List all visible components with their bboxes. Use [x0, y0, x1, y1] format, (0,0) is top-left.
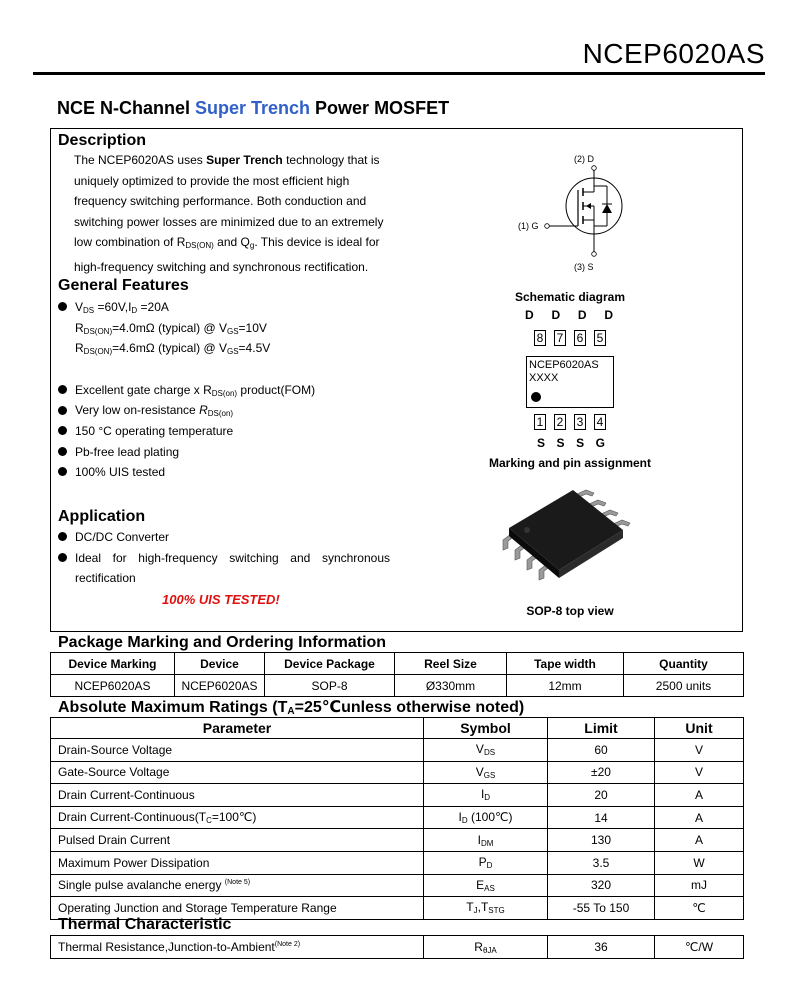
- pin-number: 8: [534, 330, 546, 346]
- table-cell: NCEP6020AS: [175, 675, 265, 697]
- symbol-sub: STG: [488, 906, 505, 916]
- title-prefix: NCE N-Channel: [57, 98, 196, 118]
- amr-heading-text: =25℃unless otherwise noted): [294, 699, 525, 716]
- pin-letter: S: [556, 436, 565, 450]
- unit-cell: W: [655, 851, 744, 874]
- bullet-icon: [58, 447, 67, 456]
- parameter-cell: [51, 806, 424, 829]
- feat-sub: GS: [226, 347, 239, 357]
- note-ref: (Note 2): [274, 941, 301, 948]
- column-header: Limit: [548, 718, 655, 739]
- part-number: NCEP6020AS: [582, 38, 765, 69]
- limit-cell: 60: [548, 739, 655, 762]
- pin-number: 2: [554, 414, 566, 430]
- symbol-sub: DS: [483, 748, 496, 758]
- symbol-cell: [424, 829, 548, 852]
- param-sub: C: [206, 816, 212, 826]
- table-row: [51, 851, 744, 874]
- description-line: frequency switching performance. Both conduction and: [74, 194, 367, 209]
- feature-item: [58, 421, 388, 442]
- bullet-icon: [58, 532, 67, 541]
- feat-sub: D: [131, 306, 138, 315]
- feat-text: =60V,I: [94, 300, 132, 314]
- column-header: Tape width: [507, 653, 624, 675]
- desc-sub: DS(ON): [185, 241, 214, 251]
- table-row: [51, 739, 744, 762]
- description-line: uniquely optimized to provide the most efficient high: [74, 173, 350, 188]
- ordering-heading: Package Marking and Ordering Information: [58, 634, 387, 651]
- feat-text: =10V: [238, 320, 267, 335]
- symbol-text: P: [478, 855, 487, 870]
- pin1-dot-icon: [531, 392, 541, 402]
- pin-letter: D: [525, 308, 534, 322]
- limit-cell: 20: [548, 784, 655, 807]
- ordering-table: [50, 652, 744, 697]
- symbol-text: V: [475, 764, 484, 779]
- feat-sub: GS: [226, 326, 239, 336]
- bullet-icon: [58, 467, 67, 476]
- feat-text: =4.0mΩ (typical) @ V: [112, 320, 227, 335]
- pin-number: 3: [574, 414, 586, 430]
- table-cell: 2500 units: [624, 675, 744, 697]
- symbol-cell: [424, 897, 548, 920]
- feat-sub: DS(on): [211, 388, 238, 398]
- symbol-sub: D: [461, 816, 468, 826]
- feature-item-sub: [58, 318, 388, 339]
- symbol-cell: [424, 874, 548, 897]
- table-row: [51, 874, 744, 897]
- amr-heading: [58, 697, 524, 717]
- page-title: [57, 98, 449, 119]
- top-pin-letters: [525, 308, 613, 322]
- parameter-cell: Maximum Power Dissipation: [51, 851, 424, 874]
- parameter-cell: Drain Current-Continuous: [51, 784, 424, 807]
- feat-text: Excellent gate charge x R: [75, 382, 212, 397]
- column-header: Device Package: [265, 653, 395, 675]
- pin-letter: D: [551, 308, 561, 322]
- limit-cell: 36: [548, 936, 655, 959]
- symbol-cell: [424, 936, 548, 959]
- thermal-heading: Thermal Characteristic: [58, 916, 232, 933]
- feature-item: [58, 400, 388, 421]
- sop8-package-image: [495, 482, 640, 592]
- feat-sub: DS(on): [207, 409, 234, 419]
- feature-item: [58, 442, 388, 463]
- parameter-cell: Operating Junction and Storage Temperature Range: [51, 897, 424, 920]
- drain-label: (2) D: [574, 154, 594, 164]
- feature-item-sub: [58, 338, 388, 359]
- features-list: [58, 297, 388, 483]
- symbol-sub: AS: [484, 883, 495, 893]
- body-arrow-icon: [586, 203, 591, 209]
- pin-letter: D: [577, 308, 587, 322]
- symbol-sub: θJA: [482, 945, 497, 955]
- title-suffix: Power MOSFET: [310, 98, 450, 118]
- feat-text: =20A: [137, 300, 169, 314]
- feat-text: 100% UIS tested: [75, 465, 166, 480]
- symbol-text: E: [476, 877, 485, 892]
- drain-terminal: [592, 166, 597, 171]
- column-header: Parameter: [51, 718, 424, 739]
- bottom-pin-letters: [537, 436, 605, 450]
- thermal-table: [50, 935, 744, 959]
- pin-letter: G: [595, 436, 605, 450]
- table-row: [51, 784, 744, 807]
- unit-cell: ℃: [655, 897, 744, 920]
- description-line: switching power losses are minimized due to an extremely: [74, 214, 384, 229]
- table-header-row: [51, 653, 744, 675]
- desc-bold: Super Trench: [206, 153, 283, 167]
- table-row: [51, 675, 744, 697]
- absolute-max-ratings-table: [50, 717, 744, 920]
- pin-number: 5: [594, 330, 606, 346]
- description-line: [74, 232, 394, 257]
- feature-item: [58, 380, 388, 401]
- top-pin-numbers: [534, 330, 606, 346]
- note-ref: (Note 5): [224, 879, 251, 887]
- desc-text: . This device is ideal for: [254, 235, 380, 250]
- description-heading: Description: [58, 132, 147, 149]
- parameter-cell: [51, 874, 424, 897]
- column-header: Unit: [655, 718, 744, 739]
- column-header: Device Marking: [51, 653, 175, 675]
- unit-cell: V: [655, 739, 744, 762]
- symbol-text: R: [474, 939, 483, 954]
- symbol-text: (100℃): [467, 810, 513, 825]
- symbol-text: ,T: [477, 900, 489, 915]
- app-text: DC/DC Converter: [75, 530, 170, 544]
- param-text: =100℃): [211, 810, 257, 825]
- spacer: [58, 359, 388, 380]
- bottom-pin-numbers: [534, 414, 606, 430]
- table-row: [51, 936, 744, 959]
- features-heading: General Features: [58, 277, 189, 294]
- param-text: Drain Current-Continuous(T: [58, 810, 207, 825]
- pin-number: 1: [534, 414, 546, 430]
- pin-number: 4: [594, 414, 606, 430]
- param-text: Single pulse avalanche energy: [58, 878, 222, 893]
- symbol-text: I: [458, 810, 462, 825]
- desc-sub: g: [249, 241, 255, 251]
- column-header: Device: [175, 653, 265, 675]
- app-text: Ideal for high-frequency switching and synchronous: [75, 550, 390, 565]
- feature-item: [58, 462, 388, 483]
- table-cell: 12mm: [507, 675, 624, 697]
- limit-cell: -55 To 150: [548, 897, 655, 920]
- limit-cell: 3.5: [548, 851, 655, 874]
- table-cell: SOP-8: [265, 675, 395, 697]
- symbol-cell: [424, 806, 548, 829]
- feat-sub: DS: [83, 306, 95, 315]
- symbol-sub: D: [486, 861, 493, 871]
- bullet-icon: [58, 553, 67, 562]
- parameter-cell: Drain-Source Voltage: [51, 739, 424, 762]
- amr-heading-sub: A: [287, 706, 295, 717]
- description-line: high-frequency switching and synchronous rectification.: [74, 259, 369, 274]
- limit-cell: 130: [548, 829, 655, 852]
- schematic-caption: Schematic diagram: [514, 290, 626, 304]
- symbol-cell: [424, 784, 548, 807]
- feature-item: [58, 297, 388, 318]
- symbol-cell: [424, 851, 548, 874]
- parameter-cell: Gate-Source Voltage: [51, 761, 424, 784]
- column-header: Quantity: [624, 653, 744, 675]
- bullet-icon: [58, 406, 67, 415]
- application-item: [58, 548, 390, 569]
- desc-text: and Q: [213, 235, 250, 250]
- feat-text: 150 °C operating temperature: [75, 423, 234, 438]
- feat-sub: DS(ON): [83, 326, 113, 336]
- symbol-cell: [424, 761, 548, 784]
- symbol-sub: DM: [480, 838, 494, 848]
- feat-italic: R: [199, 403, 208, 418]
- feat-text: V: [75, 300, 84, 314]
- gate-label: (1) G: [518, 221, 539, 231]
- application-list: [58, 527, 390, 589]
- pin-letter: S: [537, 436, 546, 450]
- desc-text: low combination of R: [74, 235, 186, 250]
- table-cell: NCEP6020AS: [51, 675, 175, 697]
- chip-lot-code: XXXX: [529, 372, 559, 384]
- bullet-icon: [58, 302, 67, 311]
- symbol-text: I: [477, 832, 481, 847]
- parameter-cell: [51, 936, 424, 959]
- package-caption: SOP-8 top view: [526, 604, 614, 618]
- symbol-sub: D: [484, 793, 491, 803]
- pin-letter: D: [604, 308, 613, 322]
- bullet-icon: [58, 385, 67, 394]
- parameter-cell: Pulsed Drain Current: [51, 829, 424, 852]
- table-cell: Ø330mm: [395, 675, 507, 697]
- uis-tested-note: 100% UIS TESTED!: [162, 592, 280, 607]
- application-heading: Application: [58, 508, 146, 525]
- chip-outline: [526, 356, 614, 408]
- gate-terminal: [545, 224, 550, 229]
- amr-heading-text: Absolute Maximum Ratings (T: [58, 699, 288, 716]
- feat-text: product(FOM): [237, 382, 316, 397]
- pin1-marker-icon: [524, 527, 530, 533]
- mosfet-schematic: [510, 148, 640, 276]
- application-item: [58, 527, 390, 548]
- symbol-cell: [424, 739, 548, 762]
- diode-icon: [602, 204, 612, 213]
- unit-cell: A: [655, 806, 744, 829]
- column-header: Reel Size: [395, 653, 507, 675]
- description-line: [74, 150, 394, 171]
- pin-number: 7: [554, 330, 566, 346]
- pin-letter: S: [576, 436, 585, 450]
- desc-text: technology that is: [282, 153, 380, 167]
- feat-sub: DS(ON): [83, 347, 113, 357]
- limit-cell: 320: [548, 874, 655, 897]
- symbol-sub: GS: [483, 770, 496, 780]
- table-row: [51, 806, 744, 829]
- unit-cell: mJ: [655, 874, 744, 897]
- header-rule: [33, 72, 765, 75]
- source-terminal: [592, 252, 597, 257]
- source-label: (3) S: [574, 262, 594, 272]
- unit-cell: ℃/W: [655, 936, 744, 959]
- feat-text: R: [75, 320, 84, 335]
- table-row: [51, 829, 744, 852]
- feat-text: Pb-free lead plating: [75, 444, 180, 459]
- limit-cell: ±20: [548, 761, 655, 784]
- symbol-text: T: [466, 900, 474, 915]
- marking-caption: Marking and pin assignment: [488, 456, 652, 470]
- title-accent: Super Trench: [195, 98, 311, 118]
- unit-cell: V: [655, 761, 744, 784]
- table-row: [51, 761, 744, 784]
- pin-number: 6: [574, 330, 586, 346]
- unit-cell: A: [655, 829, 744, 852]
- column-header: Symbol: [424, 718, 548, 739]
- limit-cell: 14: [548, 806, 655, 829]
- feat-text: =4.5V: [238, 341, 271, 356]
- table-header-row: [51, 718, 744, 739]
- symbol-text: I: [480, 787, 485, 802]
- bullet-icon: [58, 426, 67, 435]
- description-text: [74, 150, 394, 278]
- desc-text: The NCEP6020AS uses: [74, 153, 207, 167]
- feat-text: R: [75, 341, 84, 356]
- param-text: Thermal Resistance,Junction-to-Ambient: [58, 940, 275, 954]
- symbol-text: V: [475, 742, 484, 757]
- chip-marking-text: NCEP6020AS: [529, 359, 599, 371]
- unit-cell: A: [655, 784, 744, 807]
- app-text-continued: rectification: [75, 571, 136, 586]
- feat-text: Very low on-resistance: [75, 403, 200, 418]
- symbol-sub: J: [473, 906, 478, 916]
- feat-text: =4.6mΩ (typical) @ V: [112, 341, 227, 356]
